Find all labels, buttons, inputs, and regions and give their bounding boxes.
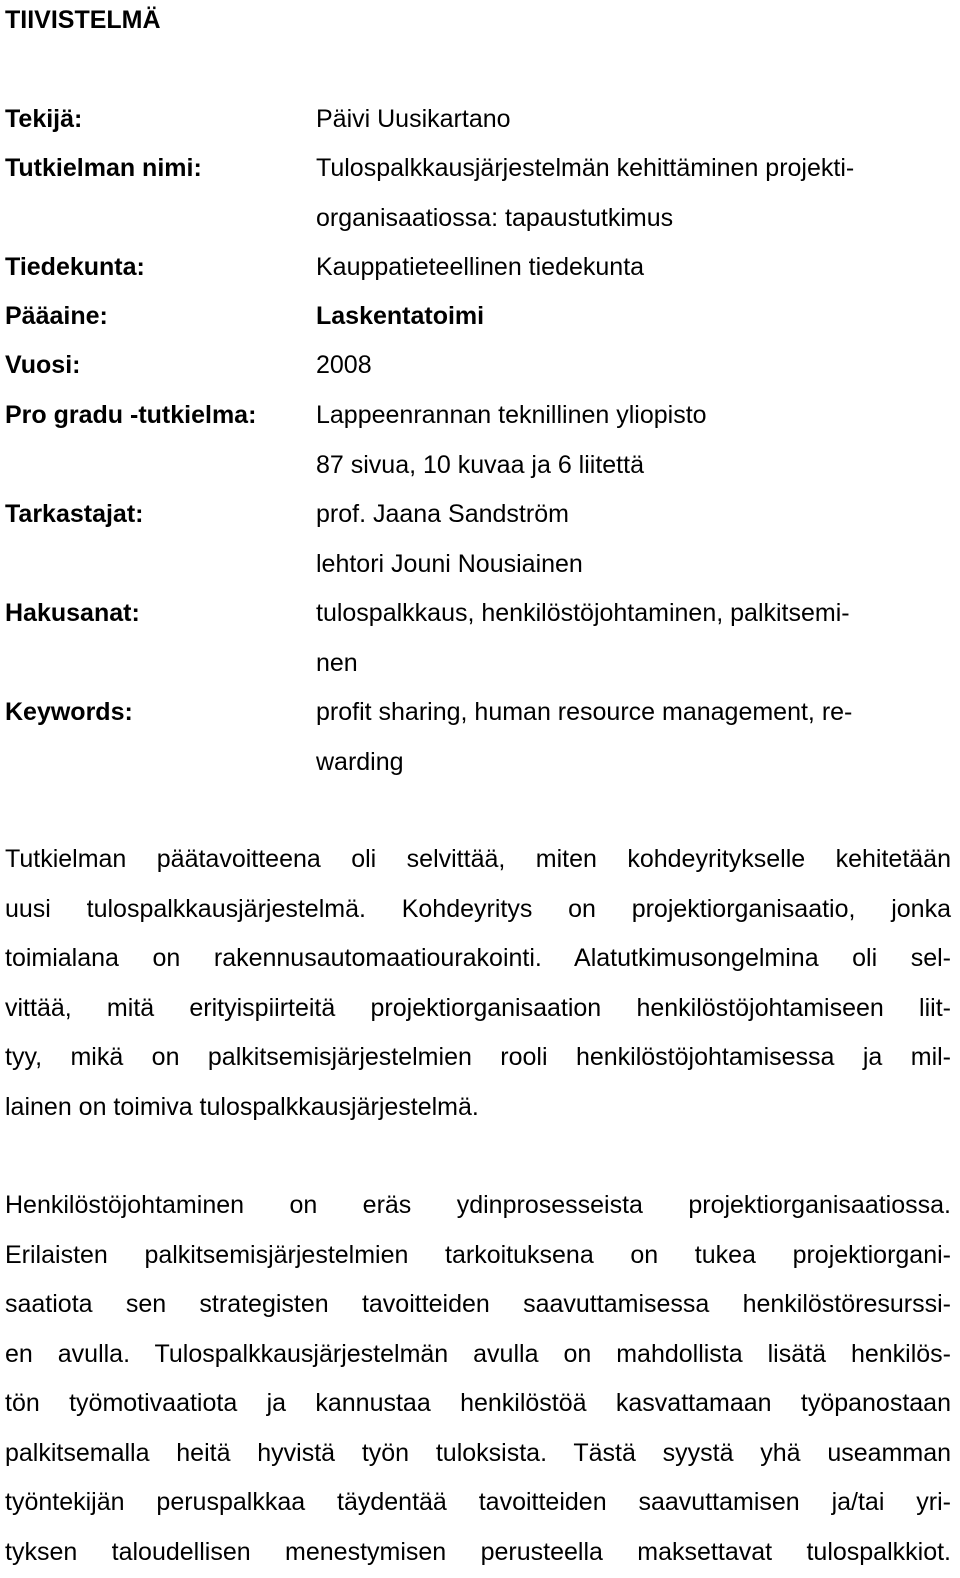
paragraph-line: Erilaisten palkitsemisjärjestelmien tarkoituksena on tukea projektiorgani- [5,1240,951,1269]
thesis-title-line: organisaatiossa: tapaustutkimus [316,203,674,232]
examiner-line: lehtori Jouni Nousiainen [316,549,583,578]
paragraph-line: saatiota sen strategisten tavoitteiden saavuttamisessa henkilöstöresurssi- [5,1290,951,1318]
major-line: Laskentatoimi [316,302,485,330]
thesis-value [316,391,951,490]
author-value [316,95,951,145]
faculty-line: Kauppatieteellinen tiedekunta [316,253,645,281]
paragraph-line: uusi tulospalkkausjärjestelmä. Kohdeyritys on projektiorganisaatio, jonka [5,894,951,923]
thesis-title-value [316,144,951,243]
paragraph-line: en avulla. Tulospalkkausjärjestelmän avulla on mahdollista lisätä henkilös- [5,1339,951,1368]
abstract-heading: TIIVISTELMÄ [5,6,161,34]
paragraph-line: lainen on toimiva tulospalkkausjärjestelmä. [5,1092,479,1121]
paragraph-line: tön työmotivaatiota ja kannustaa henkilöstöä kasvattamaan työpanostaan [5,1389,951,1417]
paragraph-line: tyksen taloudellisen menestymisen perusteella maksettavat tulospalkkiot. [5,1537,951,1566]
search-words-value [316,589,951,688]
abstract-paragraph-2 [5,1181,951,1577]
search-words-label: Hakusanat: [5,599,140,627]
paragraph-line: työntekijän peruspalkkaa täydentää tavoitteiden saavuttamisen ja/tai yri- [5,1488,951,1516]
faculty-label: Tiedekunta: [5,253,145,281]
examiners-value [316,490,951,589]
thesis-title-label: Tutkielman nimi: [5,154,202,182]
paragraph-line: vittää, mitä erityispiirteitä projektiorganisaation henkilöstöjohtamiseen liit- [5,993,951,1022]
thesis-line: 87 sivua, 10 kuvaa ja 6 liitettä [316,450,644,479]
author-line: Päivi Uusikartano [316,105,511,133]
faculty-value [316,243,951,293]
keywords-line: profit sharing, human resource management, re- [316,698,853,726]
keywords-line: warding [316,747,404,776]
keywords-value [316,688,951,787]
year-line: 2008 [316,351,372,379]
search-words-line: nen [316,648,358,677]
paragraph-line: palkitsemalla heitä hyvistä työn tuloksista. Tästä syystä yhä useamman [5,1438,951,1467]
paragraph-line: toimialana on rakennusautomaatiourakointi. Alatutkimusongelmina oli sel- [5,944,951,972]
thesis-label: Pro gradu -tutkielma: [5,401,257,429]
search-words-line: tulospalkkaus, henkilöstöjohtaminen, palkitsemi- [316,599,850,627]
examiner-line: prof. Jaana Sandström [316,500,569,528]
thesis-line: Lappeenrannan teknillinen yliopisto [316,401,707,429]
examiners-label: Tarkastajat: [5,500,144,528]
paragraph-line: tyy, mikä on palkitsemisjärjestelmien rooli henkilöstöjohtamisessa ja mil- [5,1043,951,1071]
year-value [316,341,951,391]
year-label: Vuosi: [5,351,81,379]
keywords-label: Keywords: [5,698,133,726]
major-value [316,292,951,342]
author-label: Tekijä: [5,105,83,133]
abstract-paragraph-1 [5,835,951,1132]
paragraph-line: Tutkielman päätavoitteena oli selvittää, miten kohdeyritykselle kehitetään [5,845,951,873]
thesis-title-line: Tulospalkkausjärjestelmän kehittäminen projekti- [316,154,855,182]
paragraph-line: Henkilöstöjohtaminen on eräs ydinprosesseista projektiorganisaatiossa. [5,1191,951,1219]
major-label: Pääaine: [5,302,108,330]
